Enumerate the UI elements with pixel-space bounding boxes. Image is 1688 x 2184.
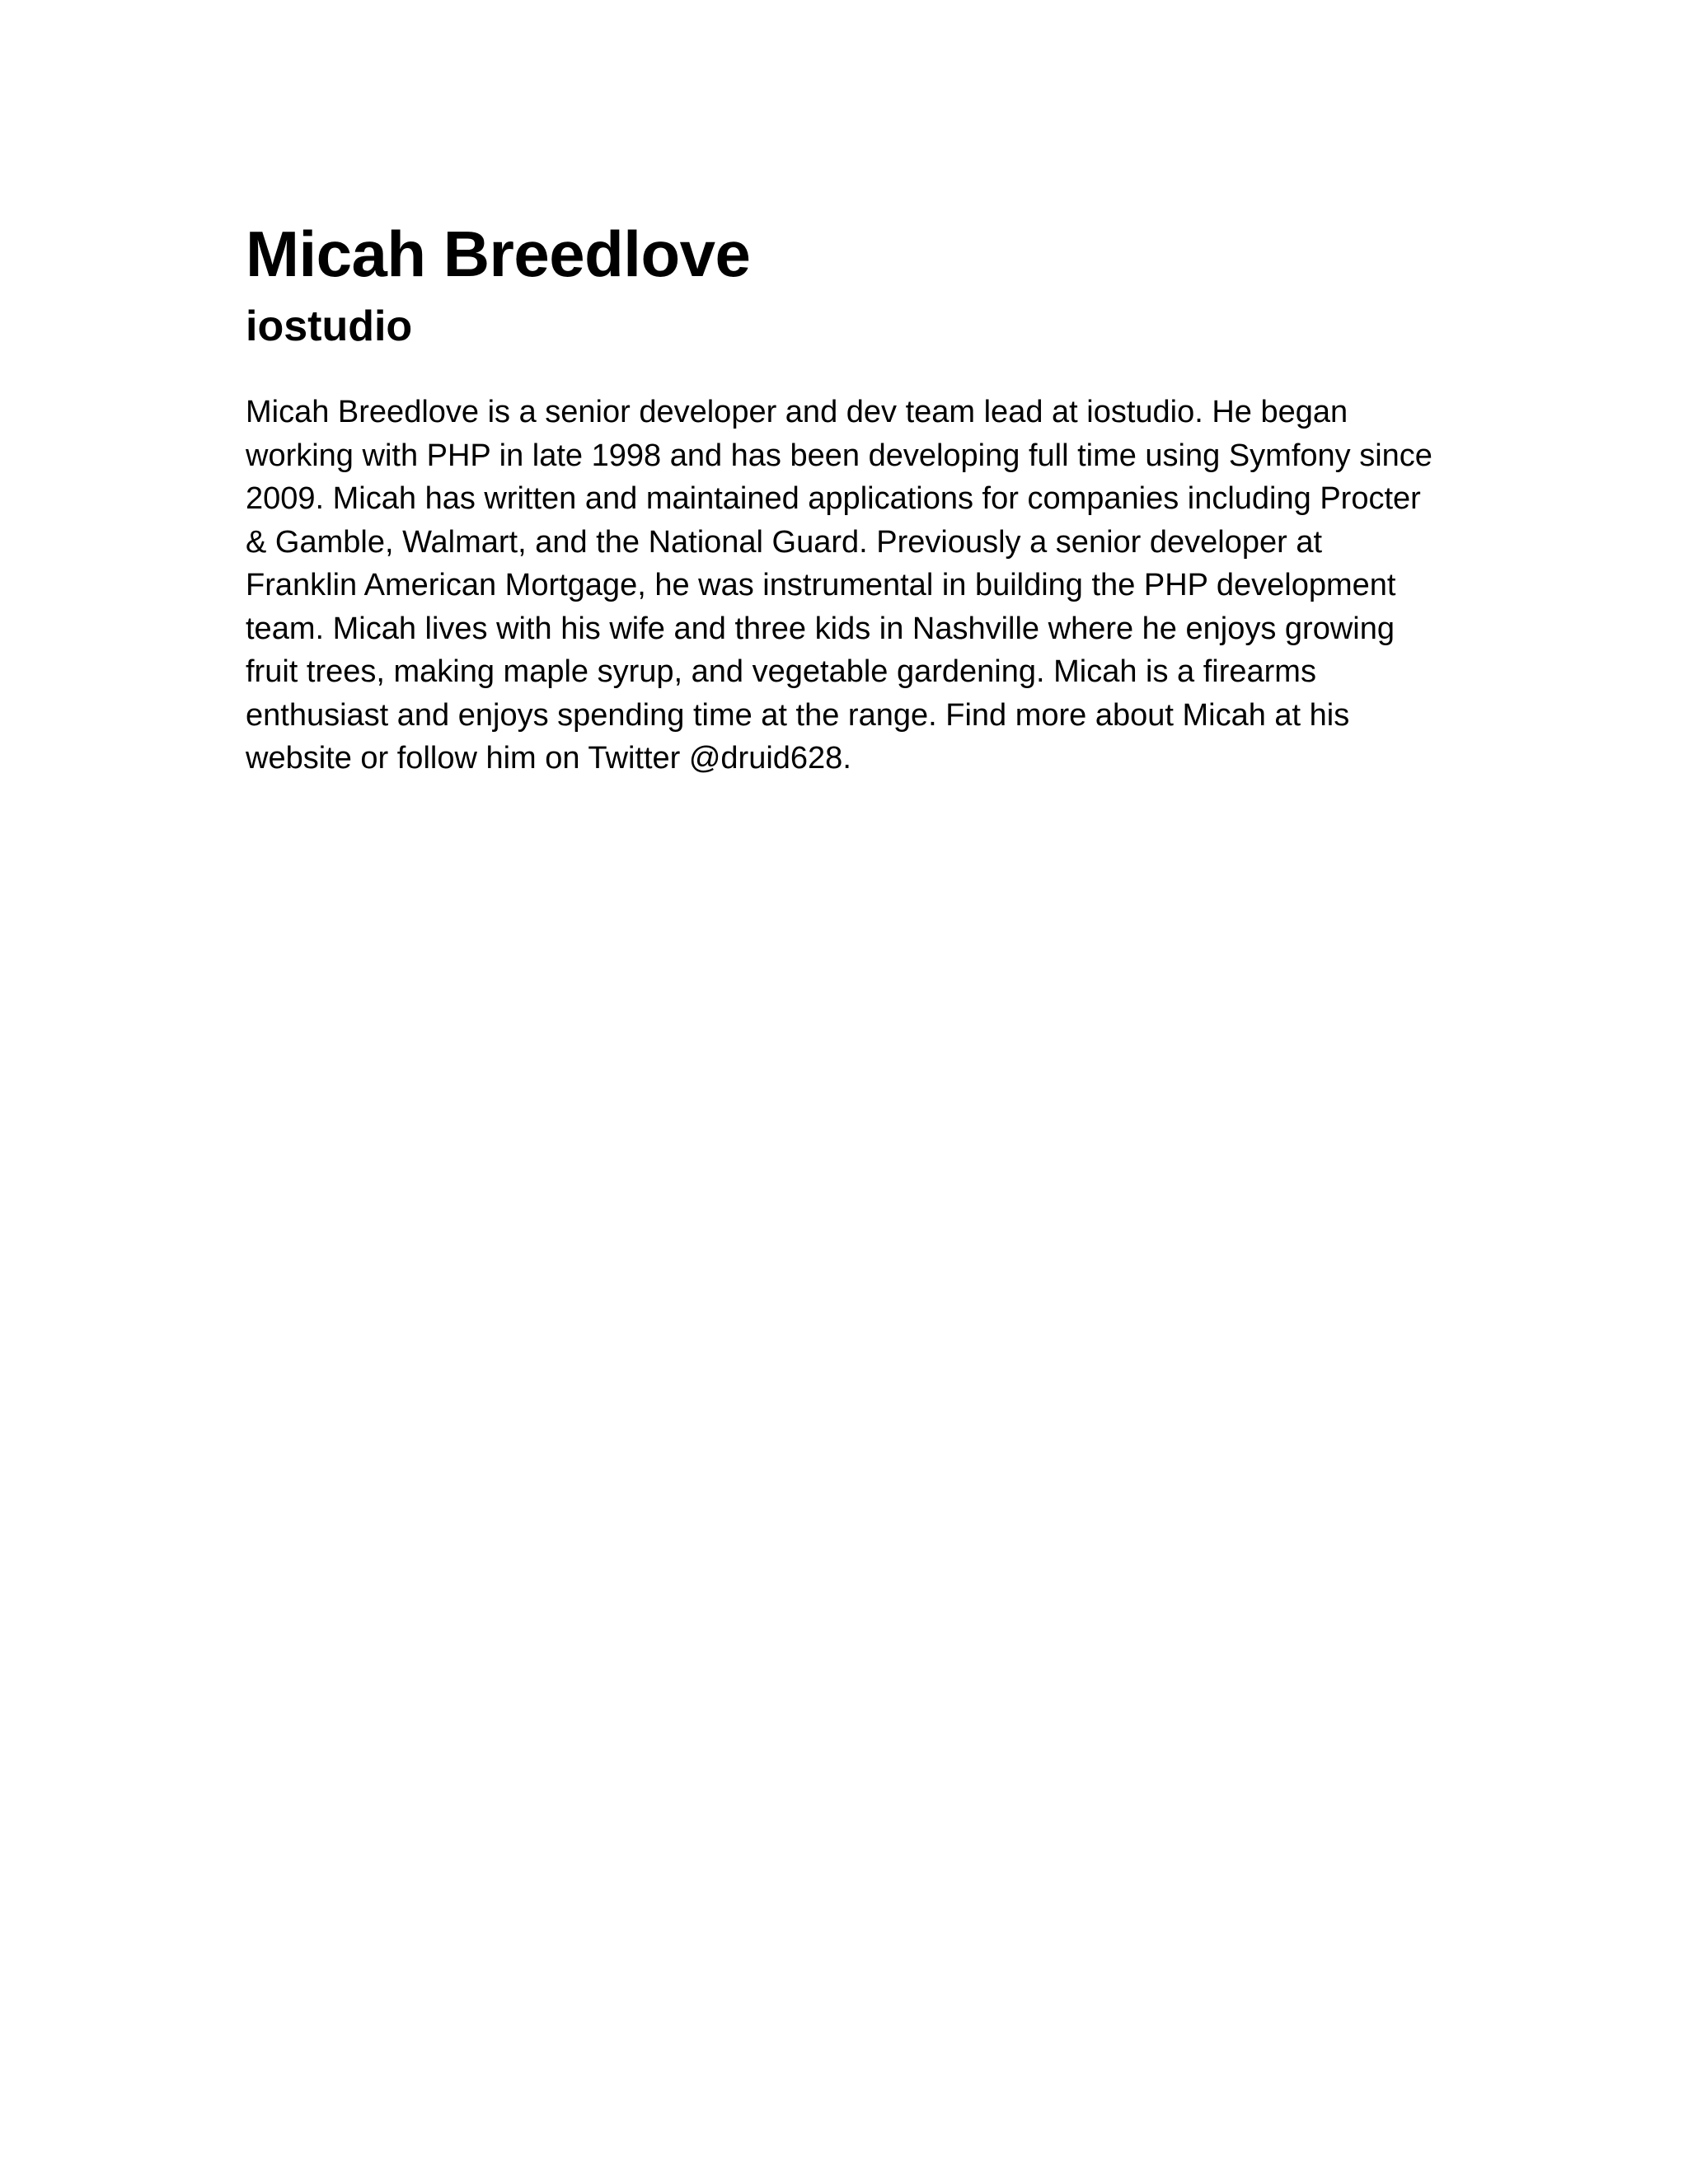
speaker-profile	[246, 213, 1465, 780]
speaker-bio: Micah Breedlove is a senior developer and dev team lead at iostudio. He began working with PHP in late 1998 and has been developing full time using Symfony since 2009. Micah has written and maintained applications for companies including Procter & Gamble, Walmart, and the National Guard. Previously a senior developer at Franklin American Mortgage, he was instrumental in building the PHP development team. Micah lives with his wife and three kids in Nashville where he enjoys growing fruit trees, making maple syrup, and vegetable gardening. Micah is a firearms enthusiast and enjoys spending time at the range. Find more about Micah at his website or follow him on Twitter @druid628.	[246, 395, 1432, 776]
speaker-name: Micah Breedlove	[246, 218, 751, 290]
speaker-company: iostudio	[246, 302, 413, 350]
